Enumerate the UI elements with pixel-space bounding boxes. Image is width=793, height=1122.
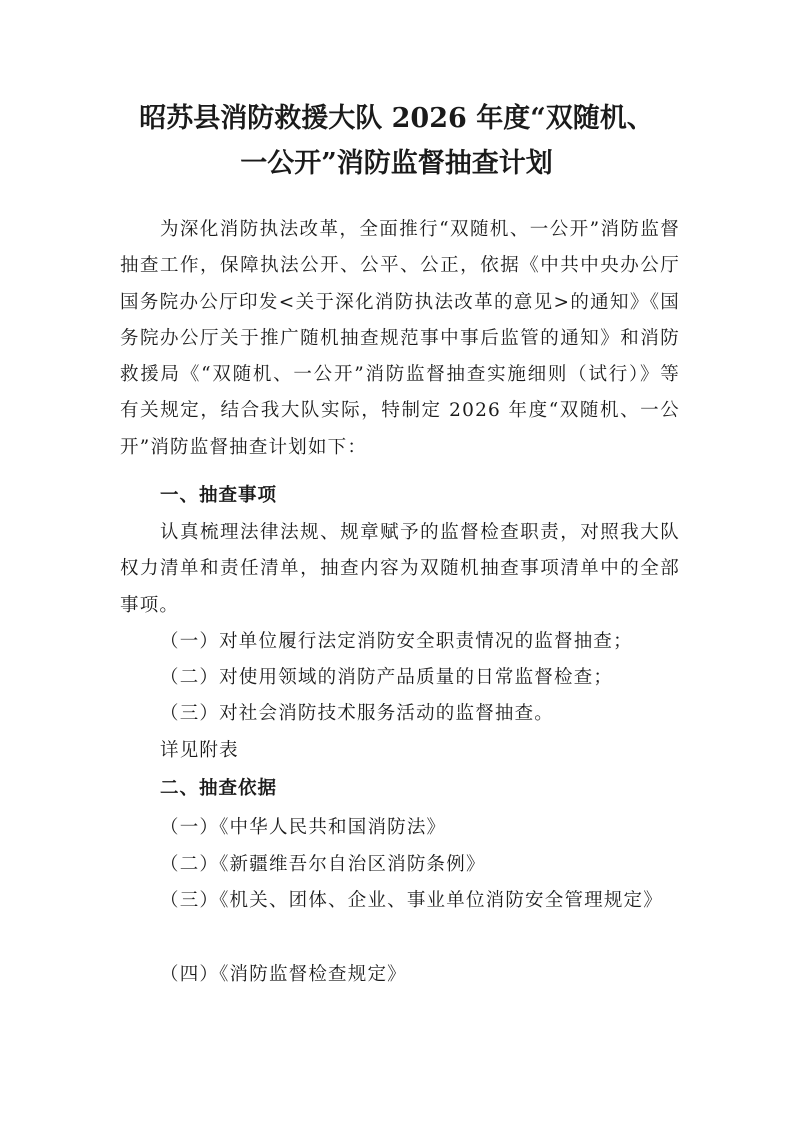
basis-item-3: （三）《机关、团体、企业、事业单位消防安全管理规定》 (160, 890, 663, 911)
attachment-note: 详见附表 (160, 740, 239, 761)
basis-item-4: （四）《消防监督检查规定》 (160, 964, 407, 985)
section-1-item-2: （二）对使用领域的消防产品质量的日常监督检查； (160, 667, 614, 688)
section-heading-2: 二、抽查依据 (160, 778, 278, 799)
basis-item-1: （一）《中华人民共和国消防法》 (160, 817, 447, 838)
section-1-item-1: （一）对单位履行法定消防安全职责情况的监督抽查； (160, 631, 633, 652)
basis-item-2: （二）《新疆维吾尔自治区消防条例》 (160, 854, 486, 875)
section-1-body: 认真梳理法律法规、规章赋予的监督检查职责，对照我大队权力清单和责任清单，抽查内容为双随机抽查事项清单中的全部事项。 (120, 522, 680, 616)
intro-paragraph: 为深化消防执法改革，全面推行“双随机、一公开”消防监督抽查工作，保障执法公开、公平、公正，依据《中共中央办公厅国务院办公厅印发<关于深化消防执法改革的意见>的通知》《国务院办公厅关于推广随机抽查规范事中事后监管的通知》和消防救援局《“双随机、一公开”消防监督抽查实施细则（试行）》等有关规定，结合我大队实际，特制定 2026 年度“双随机、一公开”消防监督抽查计划如下： (120, 219, 680, 458)
document-title-line-2: 一公开”消防监督抽查计划 (240, 148, 553, 179)
section-1-item-3: （三）对社会消防技术服务活动的监督抽查。 (160, 703, 555, 724)
section-heading-1: 一、抽查事项 (160, 485, 278, 506)
document-title-line-1: 昭苏县消防救援大队 2026 年度“双随机、 (139, 103, 654, 134)
